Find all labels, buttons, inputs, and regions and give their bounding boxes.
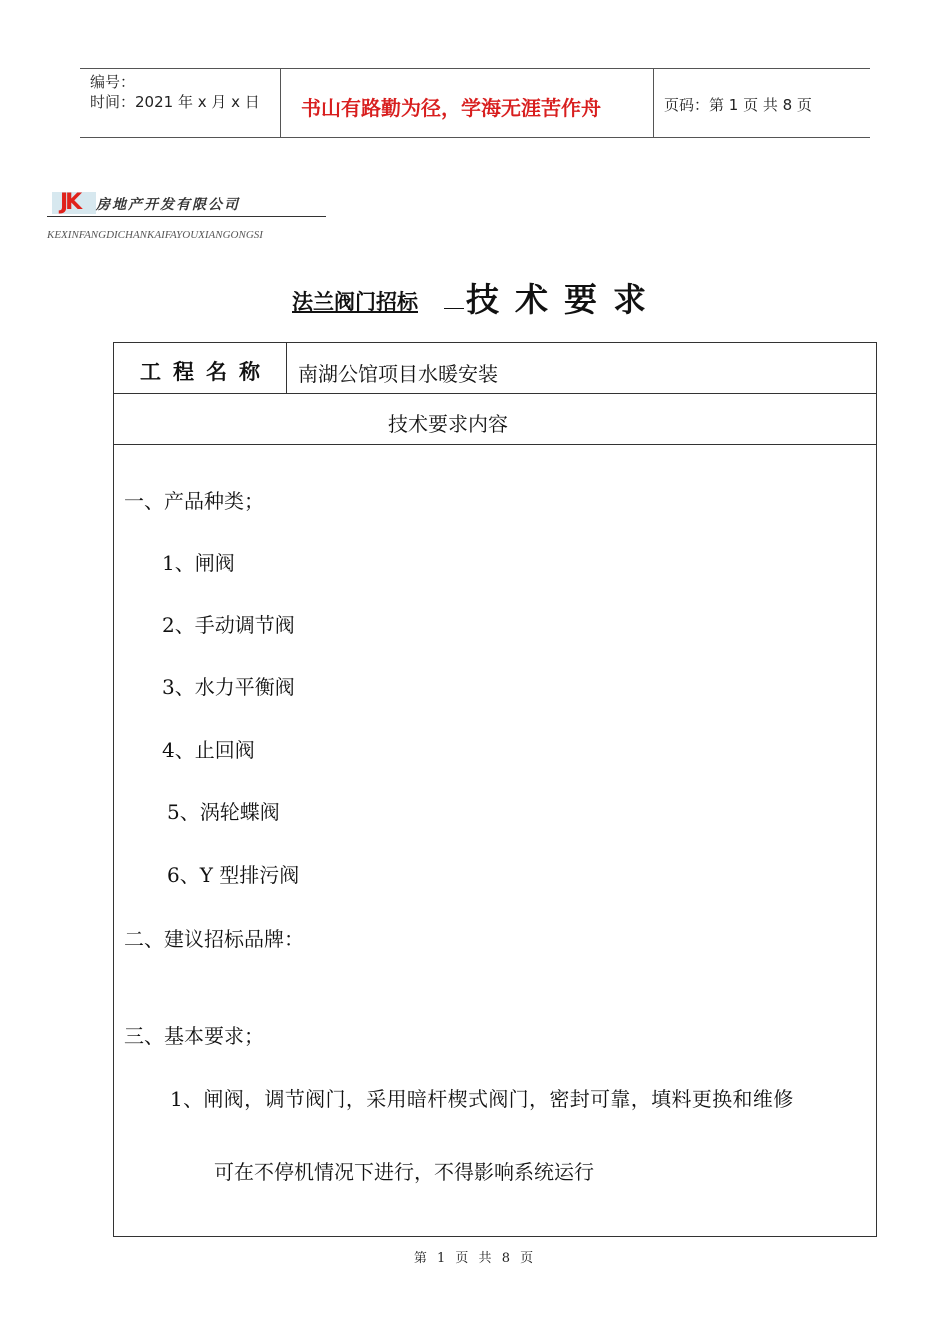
document-time-label: 时间：2021 年 x 月 x 日 (90, 93, 260, 111)
section-basic-requirements: 三、基本要求； (124, 1024, 264, 1048)
list-item: 5、涡轮蝶阀 (167, 800, 280, 824)
list-item: 4、止回阀 (162, 738, 255, 762)
list-item: 1、闸阀 (162, 551, 235, 575)
section-header-row (114, 394, 876, 445)
company-name-pinyin: KEXINFANGDICHANKAIFAYOUXIANGONGSI (47, 229, 263, 241)
header-motto: 书山有路勤为径，学海无涯苦作舟 (301, 96, 601, 120)
header-page-cell (654, 69, 870, 137)
project-name-value: 南湖公馆项目水暖安装 (298, 362, 498, 386)
page-footer: 第 1 页 共 8 页 (413, 1251, 537, 1266)
list-item: 6、Y 型排污阀 (167, 863, 300, 887)
section-brands: 二、建议招标品牌： (124, 927, 304, 951)
requirements-table (113, 342, 877, 1237)
list-item: 2、手动调节阀 (162, 613, 295, 637)
section-header: 技术要求内容 (388, 412, 508, 436)
project-name-label: 工程名称 (140, 359, 272, 384)
company-logo-icon: JK (60, 190, 80, 215)
document-title-main: 技术要求 (466, 280, 662, 319)
requirement-item: 1、闸阀，调节阀门，采用暗杆楔式阀门，密封可靠，填料更换和维修 (170, 1087, 794, 1111)
company-name: 房地产开发有限公司 (96, 197, 240, 213)
title-underline (444, 308, 464, 309)
project-name-row (114, 343, 876, 394)
section-product-types: 一、产品种类； (124, 489, 264, 513)
document-title-prefix: 法兰阀门招标 (292, 289, 418, 314)
document-header (80, 68, 870, 138)
list-item: 3、水力平衡阀 (162, 675, 295, 699)
requirement-item-continued: 可在不停机情况下进行，不得影响系统运行 (214, 1160, 594, 1184)
logo-divider (47, 216, 326, 217)
header-meta-cell (80, 69, 281, 137)
header-page-number: 页码：第 1 页 共 8 页 (664, 96, 812, 114)
document-number-label: 编号： (90, 73, 136, 91)
header-motto-cell (281, 69, 654, 137)
cell-divider (286, 343, 287, 393)
